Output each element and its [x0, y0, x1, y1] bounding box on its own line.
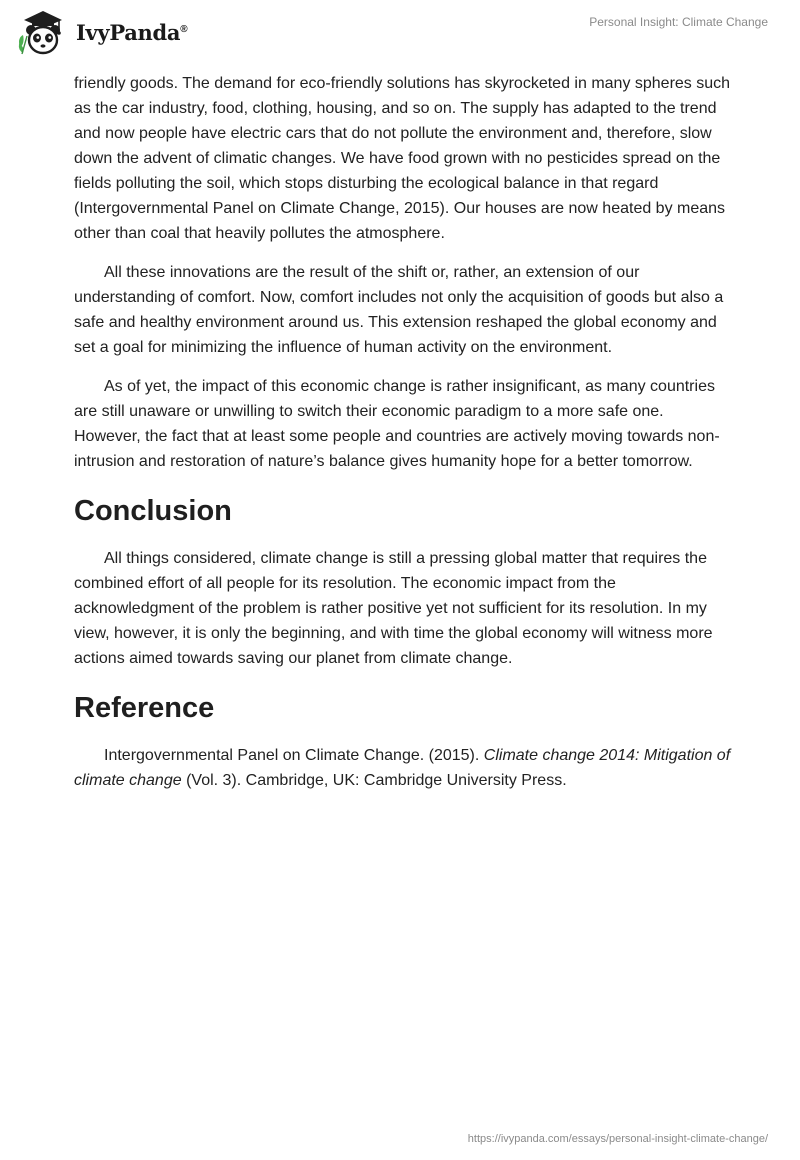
reference-title: Climate change 2014: Mitigation of climate change [74, 747, 731, 789]
registered-mark: ® [180, 24, 188, 35]
reference-authors: Intergovernmental Panel on Climate Change. (2015). [104, 747, 484, 764]
body-paragraph: friendly goods. The demand for eco-friendly solutions has skyrocketed in many spheres such as the car industry, food, clothing, housing, and so on. The supply has adapted to the trend and now people have electric cars that do not pollute the environment and, therefore, slow down the advent of climatic changes. We have food grown with no pesticides spread on the fields polluting the soil, which stops disturbing the ecological balance in that regard (Intergovernmental Panel on Climate Change, 2015). Our houses are now heated by means other than coal that heavily pollutes the atmosphere. [74, 75, 731, 242]
conclusion-heading: Conclusion [74, 495, 232, 527]
body-paragraph: All these innovations are the result of the shift or, rather, an extension of our understanding of comfort. Now, comfort includes not only the acquisition of goods but also a safe and healthy environment around us. This extension reshaped the global economy and set a goal for minimizing the influence of human activity on the environment. [74, 264, 724, 356]
reference-heading: Reference [74, 692, 215, 724]
source-url[interactable]: https://ivypanda.com/essays/personal-insight-climate-change/ [467, 1133, 768, 1145]
body-paragraph: As of yet, the impact of this economic change is rather insignificant, as many countries are still unaware or unwilling to switch their economic paradigm to a more safe one. However, the fact that at least some people and countries are actively moving towards non-intrusion and restoration of nature’s balance gives humanity hope for a better tomorrow. [74, 378, 720, 470]
essay-content [74, 71, 734, 807]
page-header [0, 0, 800, 70]
brand-name: IvyPanda® [76, 20, 188, 45]
conclusion-paragraph: All things considered, climate change is still a pressing global matter that requires the combined effort of all people for its resolution. The economic impact from the acknowledgment of the problem is rather positive yet not sufficient for its resolution. In my view, however, it is only the beginning, and with time the global economy will witness more actions aimed towards saving our planet from climate change. [74, 550, 713, 667]
ivypanda-logo[interactable] [14, 8, 204, 58]
reference-publication: (Vol. 3). Cambridge, UK: Cambridge University Press. [181, 772, 567, 789]
reference-entry [74, 743, 734, 793]
document-title: Personal Insight: Climate Change [589, 15, 768, 29]
panda-logo-icon [14, 8, 74, 58]
